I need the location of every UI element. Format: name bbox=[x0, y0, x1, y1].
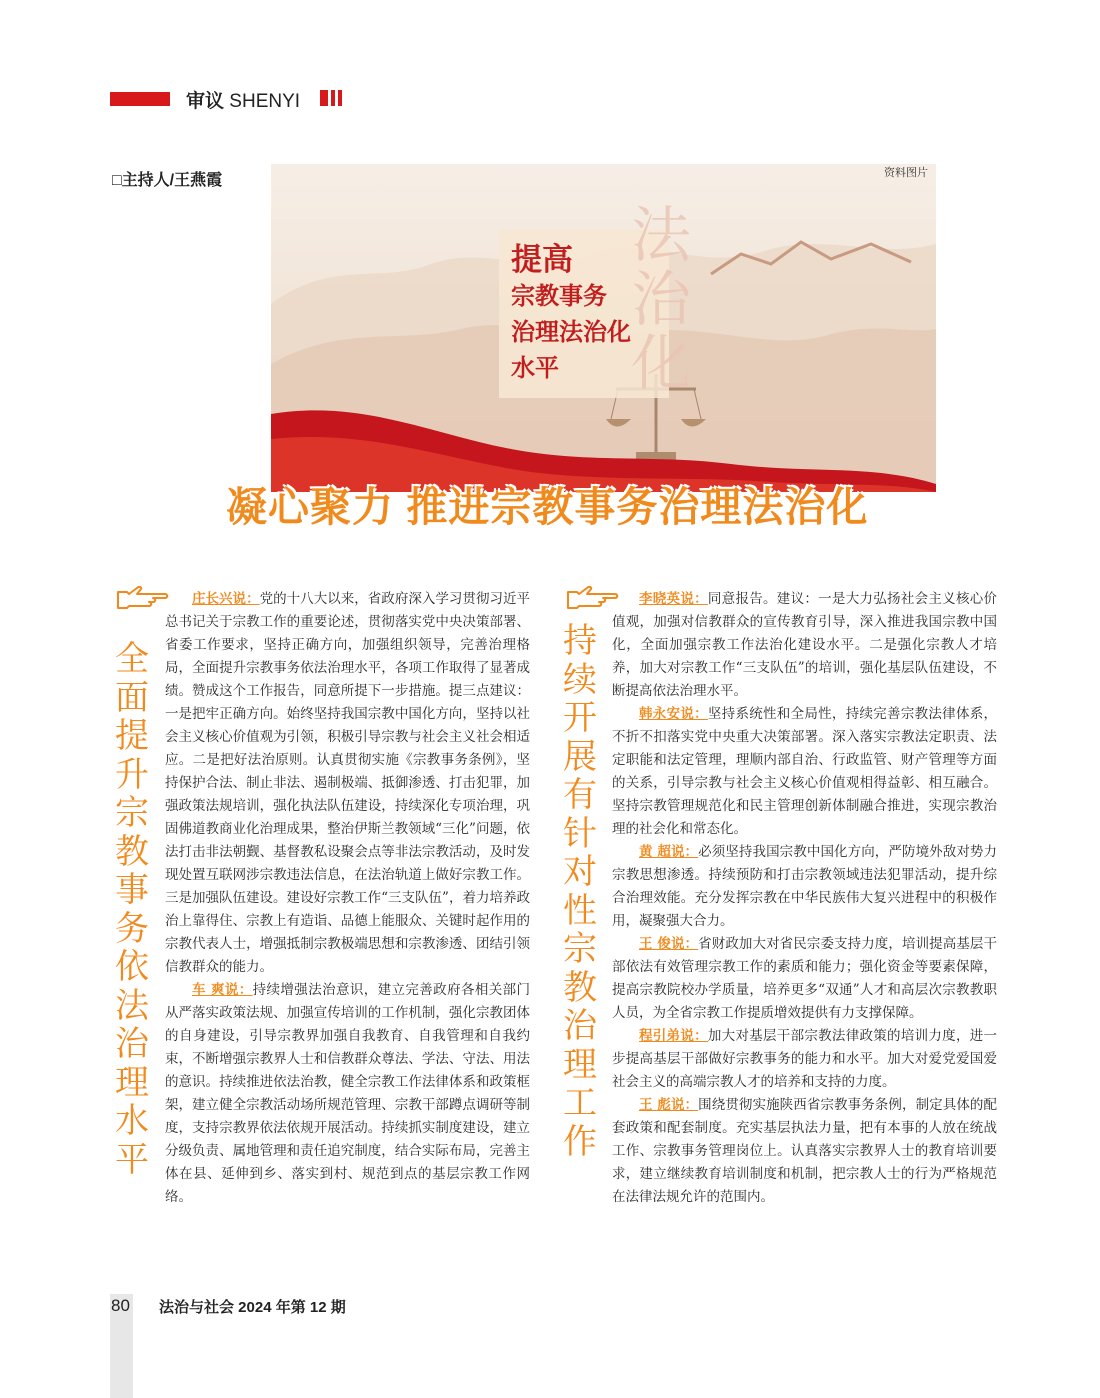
hero-image bbox=[271, 164, 936, 492]
hero-headline-line3: 治理法治化 bbox=[511, 317, 631, 346]
paragraph-speaker-2 bbox=[612, 703, 997, 841]
magazine-issue: 法治与社会 2024 年第 12 期 bbox=[159, 1299, 346, 1316]
paragraph-speaker-2 bbox=[165, 979, 530, 1209]
speaker-name: 庄长兴说： bbox=[192, 591, 260, 607]
speaker-name: 李晓英说： bbox=[639, 591, 708, 607]
hero-watermark-text: 法治化 bbox=[631, 201, 691, 399]
speaker-name: 黄 超说： bbox=[639, 844, 699, 860]
speaker-name: 王 彪说： bbox=[639, 1097, 699, 1113]
header-red-bar bbox=[110, 92, 170, 106]
paragraph-speaker-1 bbox=[612, 588, 997, 703]
speech-text: 党的十八大以来，省政府深入学习贯彻习近平总书记关于宗教工作的重要论述，贯彻落实党中央决策部署、省委工作要求，坚持正确方向，加强组织领导，完善治理格局，全面提升宗教事务依法治理水平，各项工作取得了显著成绩。赞成这个工作报告，同意所提下一步措施。提三点建议：一是把牢正确方向。始终坚持我国宗教中国化方向，坚持以社会主义核心价值观为引领，积极引导宗教与社会主义社会相适应。二是把好法治原则。认真贯彻实施《宗教事务条例》，坚持保护合法、制止非法、遏制极端、抵御渗透、打击犯罪，加强政策法规培训，强化执法队伍建设，持续深化专项治理，巩固佛道教商业化治理成果，整治伊斯兰教领域“三化”问题，依法打击非法朝觐、基督教私设聚会点等非法宗教活动，及时发现处置互联网涉宗教违法信息，在法治轨道上做好宗教工作。三是加强队伍建设。建设好宗教工作“三支队伍”，着力培养政治上靠得住、宗教上有造诣、品德上能服众、关键时起作用的宗教代表人士，增强抵制宗教极端思想和宗教渗透、团结引领信教群众的能力。 bbox=[165, 591, 531, 975]
article-title: 凝心聚力 推进宗教事务治理法治化 bbox=[226, 484, 869, 530]
section-label bbox=[186, 86, 300, 113]
hero-headline-line2: 宗教事务 bbox=[511, 281, 607, 310]
section-label-cn: 审议 bbox=[186, 91, 225, 112]
paragraph-speaker-1 bbox=[165, 588, 530, 979]
paragraph-speaker-6 bbox=[612, 1094, 997, 1209]
speech-text: 省财政加大对省民宗委支持力度，培训提高基层干部依法有效管理宗教工作的素质和能力；强化资金等要素保障，提高宗教院校办学质量，培养更多“双通”人才和高层次宗教教职人员，为全省宗教工作提质增效提供有力支撑保障。 bbox=[612, 936, 998, 1021]
section-label-en: SHENYI bbox=[229, 91, 301, 112]
page-number: 80 bbox=[111, 1296, 130, 1315]
left-column-text bbox=[165, 588, 530, 1209]
speaker-name: 程引弟说： bbox=[639, 1028, 708, 1044]
right-column-text bbox=[612, 588, 997, 1209]
hero-headline-line4: 水平 bbox=[511, 353, 559, 382]
speech-text: 坚持系统性和全局性，持续完善宗教法律体系，不折不扣落实党中央重大决策部署。深入落实宗教法定职责、法定职能和法定管理，理顺内部自治、行政监管、财产管理等方面的关系，引导宗教与社会主义核心价值观相得益彰、相互融合。坚持宗教管理规范化和民主管理创新体制融合推进，实现宗教治理的社会化和常态化。 bbox=[612, 706, 998, 837]
speech-text: 加大对基层干部宗教法律政策的培训力度，进一步提高基层干部做好宗教事务的能力和水平。加大对爱党爱国爱社会主义的高端宗教人才的培养和支持的力度。 bbox=[612, 1028, 998, 1090]
image-source-label: 资料图片 bbox=[884, 167, 928, 179]
speech-text: 围绕贯彻实施陕西省宗教事务条例，制定具体的配套政策和配套制度。充实基层执法力量，把有本事的人放在统战工作、宗教事务管理岗位上。认真落实宗教界人士的教育培训要求，建立继续教育培训制度和机制，把宗教人士的行为严格规范在法律法规允许的范围内。 bbox=[612, 1097, 998, 1205]
pointing-hand-icon bbox=[115, 586, 171, 612]
speaker-name: 韩永安说： bbox=[639, 706, 708, 722]
hero-headline bbox=[511, 242, 631, 386]
speaker-name: 王 俊说： bbox=[639, 936, 699, 952]
paragraph-speaker-3 bbox=[612, 841, 997, 933]
left-vertical-heading: 全面提升宗教事务依法治理水平 bbox=[115, 640, 149, 1179]
right-vertical-heading: 持续开展有针对性宗教治理工作 bbox=[563, 622, 597, 1161]
speech-text: 持续增强法治意识，建立完善政府各相关部门从严落实政策法规、加强宣传培训的工作机制，强化宗教团体的自身建设，引导宗教界加强自我教育、自我管理和自我约束，不断增强宗教界人士和信教群众尊法、学法、守法、用法的意识。持续推进依法治教，健全宗教工作法律体系和政策框架，建立健全宗教活动场所规范管理、宗教干部蹲点调研等制度，支持宗教界依法依规开展活动。持续抓实制度建设，建立分级负责、属地管理和责任追究制度，结合实际布局，完善主体在县、延伸到乡、落实到村、规范到点的基层宗教工作网络。 bbox=[165, 982, 531, 1205]
paragraph-speaker-5 bbox=[612, 1025, 997, 1094]
header-bar-marks bbox=[320, 90, 345, 110]
hero-headline-line1: 提高 bbox=[511, 242, 573, 278]
speech-text: 必须坚持我国宗教中国化方向，严防境外敌对势力宗教思想渗透。持续预防和打击宗教领域违法犯罪活动，提升综合治理效能。充分发挥宗教在中华民族伟大复兴进程中的积极作用，凝聚强大合力。 bbox=[612, 844, 998, 929]
speech-text: 同意报告。建议：一是大力弘扬社会主义核心价值观，加强对信教群众的宣传教育引导，深入推进我国宗教中国化，全面加强宗教工作法治化建设水平。二是强化宗教人才培养，加大对宗教工作“三支队伍”的培训，强化基层队伍建设，不断提高依法治理水平。 bbox=[612, 591, 998, 699]
host-credit: □主持人/王燕霞 bbox=[112, 172, 223, 189]
speaker-name: 车 爽说： bbox=[192, 982, 253, 998]
paragraph-speaker-4 bbox=[612, 933, 997, 1025]
